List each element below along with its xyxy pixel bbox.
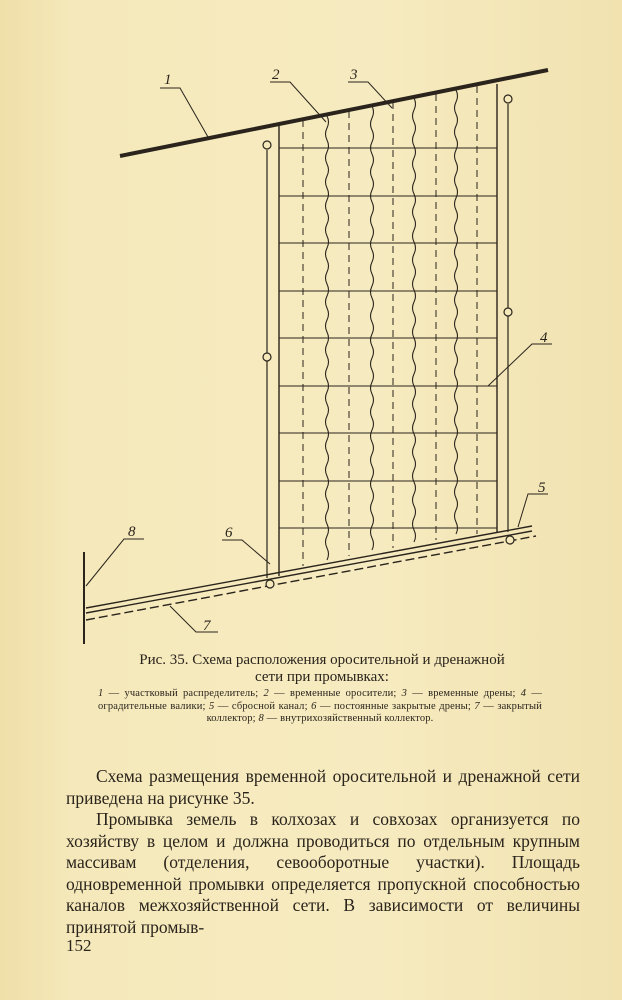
figure-label-3: 3	[350, 67, 358, 83]
leader-lines	[86, 82, 552, 632]
legend-num-1: 1	[98, 688, 104, 699]
field-grid	[279, 84, 497, 576]
legend-text-1: — участковый распределитель;	[103, 688, 264, 699]
legend-num-6: 6	[311, 700, 317, 712]
figure-label-5: 5	[538, 480, 546, 496]
figure-label-6: 6	[225, 525, 233, 541]
legend-text-3: — временные дрены;	[407, 688, 521, 699]
paragraph-1: Схема размещения временной оросительной и дренажной сети приведена на рисунке 35.	[66, 766, 580, 808]
page-number: 152	[66, 936, 92, 955]
legend-text-6: — постоянные закрытые дрены;	[316, 700, 475, 712]
legend-text-4: — оградительные валики;	[98, 688, 542, 712]
figure-label-8: 8	[128, 524, 136, 540]
legend-text-7: — закрытый коллектор;	[206, 700, 543, 724]
legend-num-8: 8	[258, 713, 264, 724]
caption-title-line-2: сети при промывках:	[255, 669, 389, 685]
distributor-line	[120, 70, 548, 156]
figure-label-1: 1	[164, 72, 172, 88]
legend-text-8: — внутрихозяйственный коллектор.	[263, 713, 434, 724]
legend-num-7: 7	[474, 700, 480, 712]
legend-text-2: — временные оросители;	[268, 688, 402, 699]
figure-label-4: 4	[540, 330, 548, 346]
caption-title-line-1: Рис. 35. Схема расположения оросительной и дренажной	[139, 652, 505, 668]
legend-num-3: 3	[401, 688, 408, 699]
legend-num-2: 2	[263, 688, 269, 699]
paragraph-2: Промывка земель в колхозах и совхозах организуется по хозяйству в целом и должна проводиться по отдельным крупным массивам (отделения, севооборотные участки). Площадь одновременной промывки определяется пропускной способностью каналов межхозяйственной сети. В зависимости от величины принятой промыв-	[66, 809, 580, 937]
temporary-drains	[326, 90, 458, 560]
figure-caption-title	[96, 652, 548, 686]
legend-num-4: 4	[520, 688, 527, 699]
legend-num-5: 5	[209, 700, 215, 712]
figure-caption-legend	[98, 688, 542, 726]
figure-label-7: 7	[203, 618, 211, 634]
bottom-canals	[86, 526, 536, 620]
body-text	[66, 766, 580, 938]
permanent-drains	[263, 95, 512, 578]
figure-label-2: 2	[272, 67, 280, 83]
legend-text-5: — сбросной канал;	[214, 700, 312, 712]
